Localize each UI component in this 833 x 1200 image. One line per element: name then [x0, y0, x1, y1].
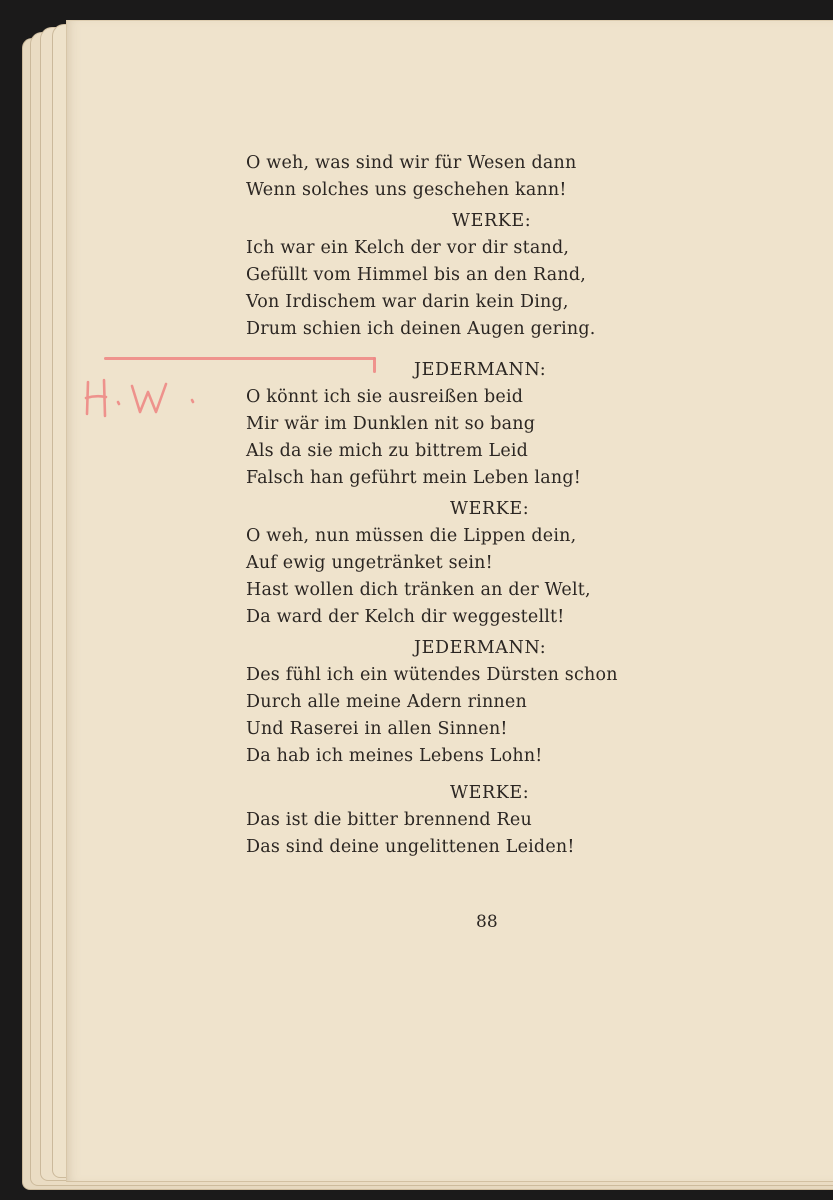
poem-line: Da hab ich meines Lebens Lohn! [246, 746, 543, 766]
poem-line: O könnt ich sie ausreißen beid [246, 387, 524, 407]
poem-line: Das ist die bitter brennend Reu [246, 810, 532, 830]
poem-line: Ich war ein Kelch der vor dir stand, [246, 238, 570, 258]
poem-line: Das sind deine ungelittenen Leiden! [246, 837, 575, 857]
poem-line: Durch alle meine Adern rinnen [246, 692, 527, 712]
poem-line: Gefüllt vom Himmel bis an den Rand, [246, 265, 587, 285]
poem-line: Da ward der Kelch dir weggestellt! [246, 607, 565, 627]
poem-line: Und Raserei in allen Sinnen! [246, 719, 508, 739]
poem-line: Wenn solches uns geschehen kann! [246, 180, 567, 200]
poem-line: Hast wollen dich tränken an der Welt, [246, 580, 591, 600]
handwritten-initials-annotation [80, 368, 220, 428]
speaker-heading: WERKE: [450, 499, 530, 519]
speaker-heading: WERKE: [452, 211, 532, 231]
poem-line: Mir wär im Dunklen nit so bang [246, 414, 536, 434]
speaker-heading: WERKE: [450, 783, 530, 803]
poem-line: Als da sie mich zu bittrem Leid [246, 441, 529, 461]
poem-line: O weh, nun müssen die Lippen dein, [246, 526, 577, 546]
speaker-heading: JEDERMANN: [414, 360, 547, 380]
poem-line: Von Irdischem war darin kein Ding, [246, 292, 569, 312]
speaker-heading: JEDERMANN: [414, 638, 547, 658]
poem-text [246, 150, 666, 861]
poem-line: Des fühl ich ein wütendes Dürsten schon [246, 665, 618, 685]
page-number: 88 [476, 912, 498, 932]
poem-line: Auf ewig ungetränket sein! [246, 553, 493, 573]
poem-line: O weh, was sind wir für Wesen dann [246, 153, 577, 173]
poem-line: Falsch han geführt mein Leben lang! [246, 468, 581, 488]
poem-line: Drum schien ich deinen Augen gering. [246, 319, 596, 339]
